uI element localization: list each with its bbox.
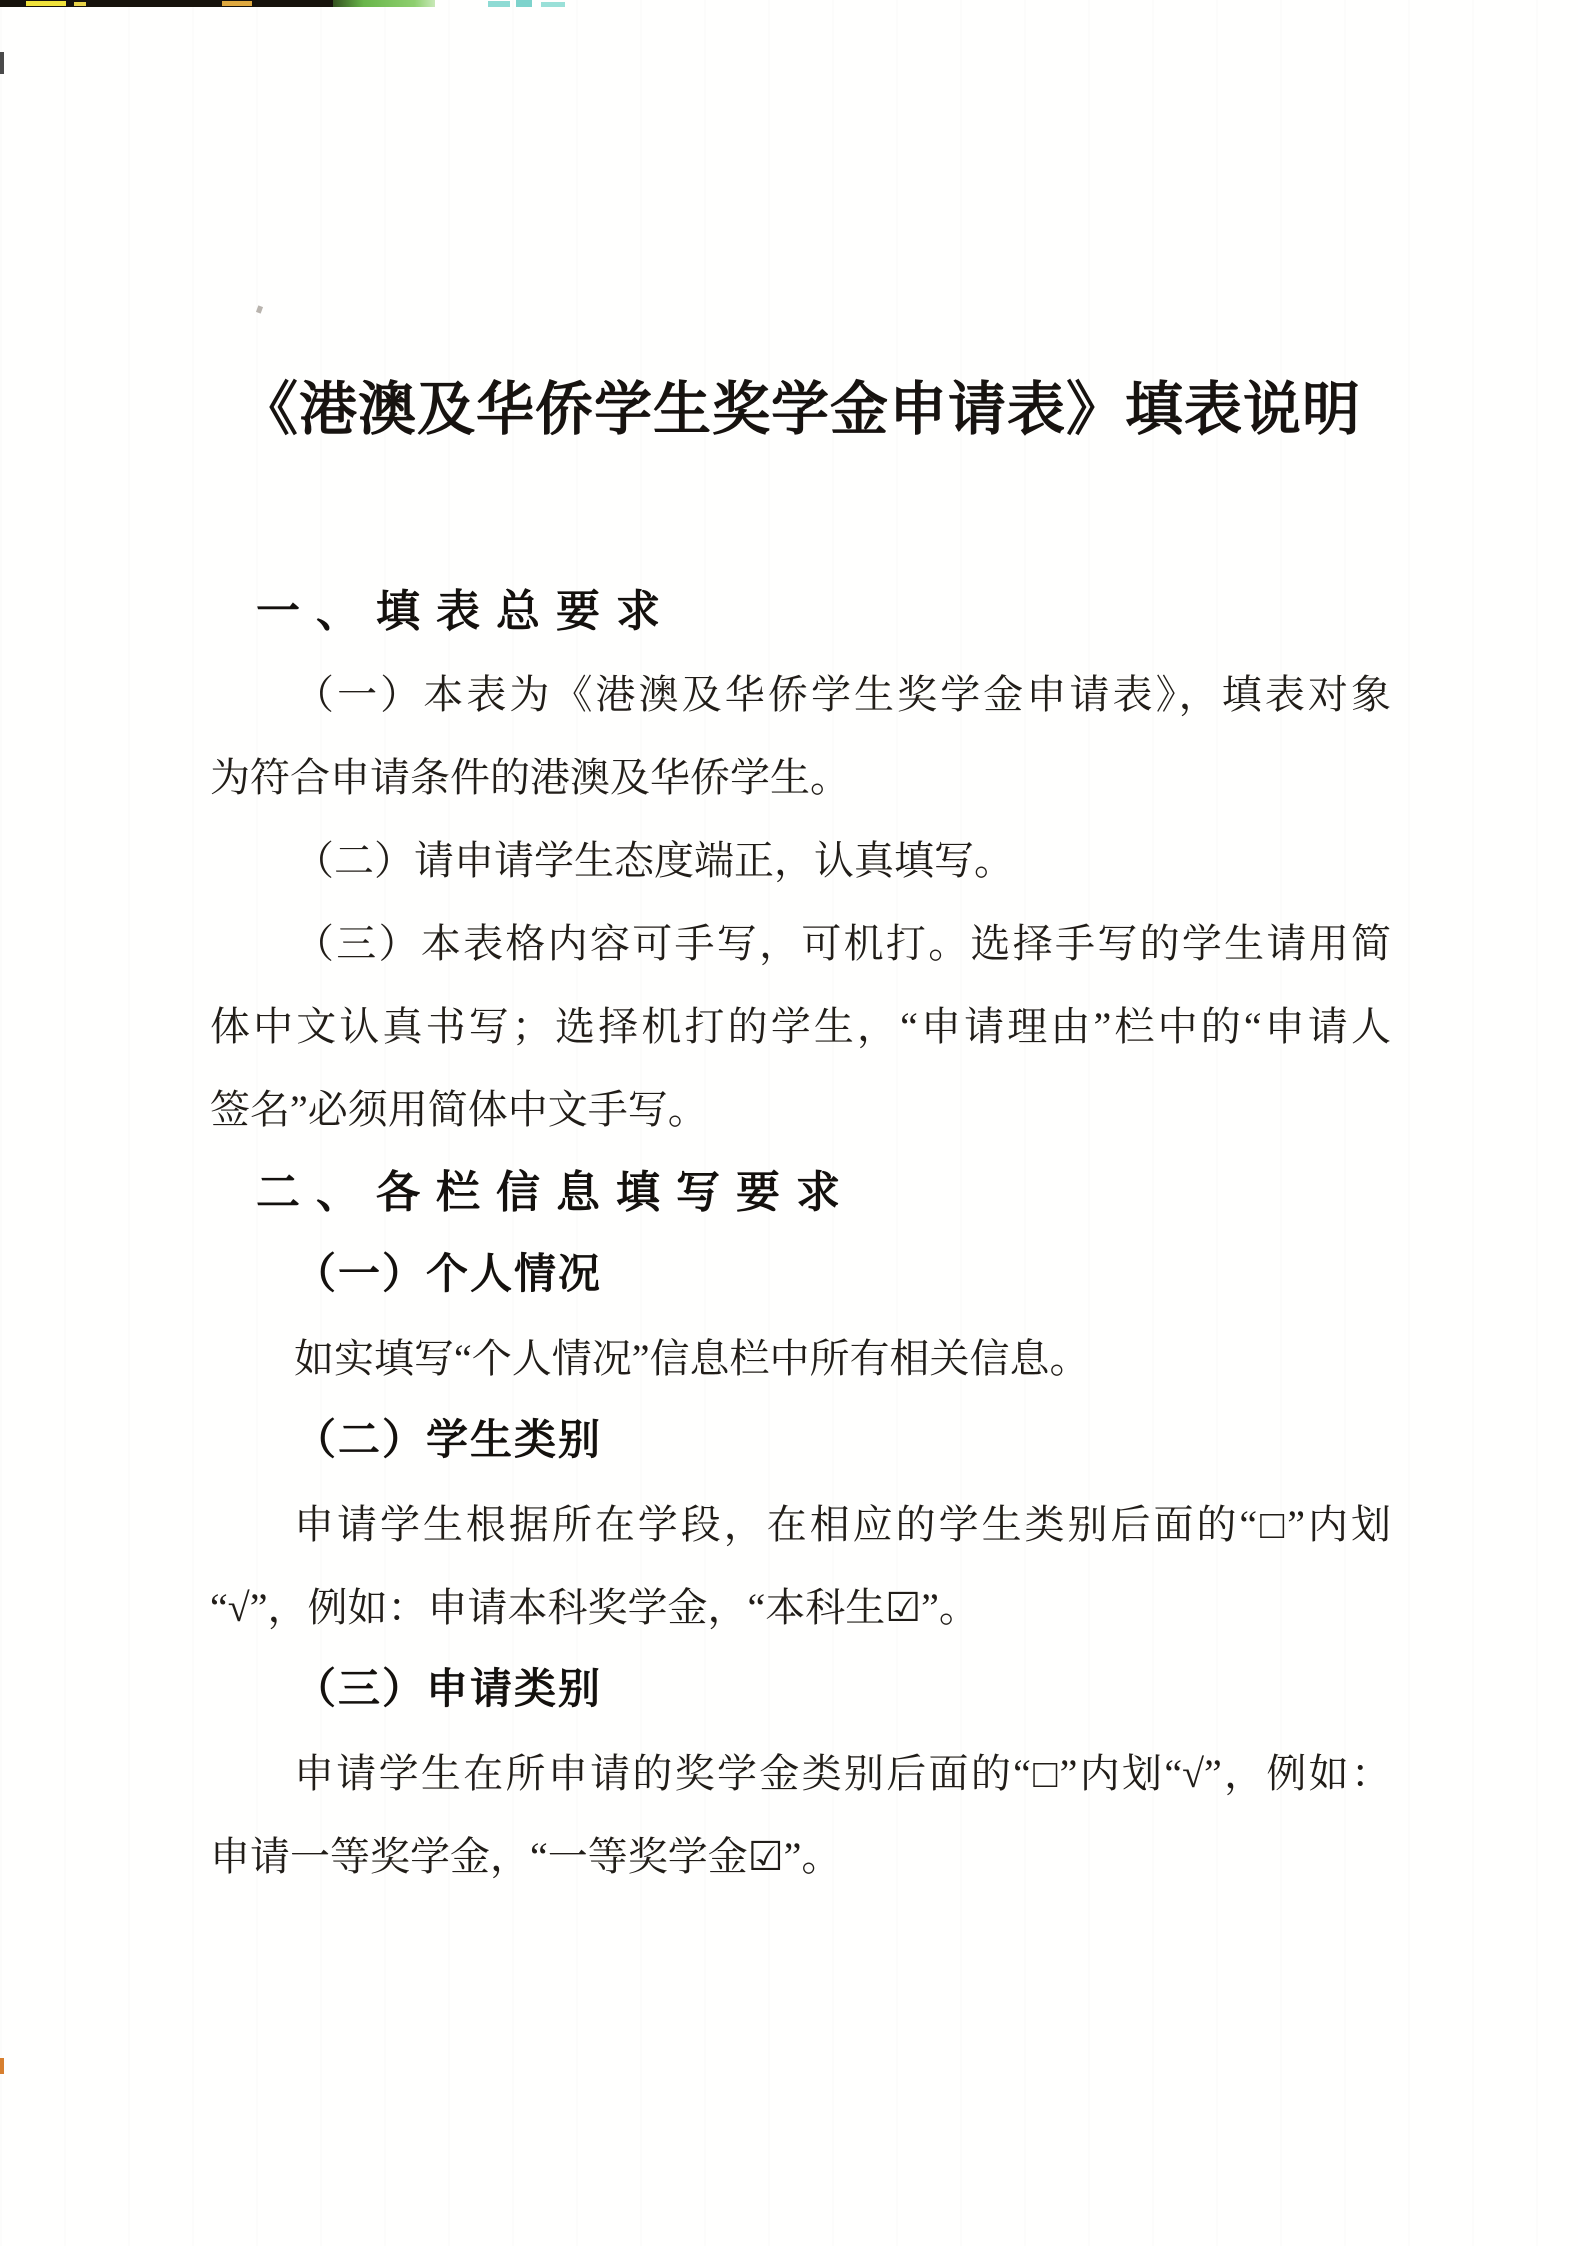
body-line: 为符合申请条件的港澳及华侨学生。 xyxy=(210,755,850,800)
scan-artifact-edge-mark xyxy=(0,2058,4,2074)
scan-artifact-yellow-speck xyxy=(74,2,86,6)
body-line: “√”，例如：申请本科奖学金，“本科生☑”。 xyxy=(210,1585,979,1630)
body-line: 如实填写“个人情况”信息栏中所有相关信息。 xyxy=(294,1336,1090,1381)
scan-artifact-yellow-speck xyxy=(26,1,66,6)
scan-artifact-teal-dash xyxy=(488,1,510,7)
body-line: （三）本表格内容可手写，可机打。选择手写的学生请用简 xyxy=(294,921,1391,966)
body-line: 申请学生根据所在学段，在相应的学生类别后面的“□”内划 xyxy=(294,1502,1391,1547)
scan-artifact-orange-speck xyxy=(222,1,252,6)
scan-artifact-teal-dash xyxy=(541,2,565,7)
subsection-heading-personal-info: （一）个人情况 xyxy=(294,1252,603,1298)
body-line: 申请学生在所申请的奖学金类别后面的“□”内划“√”，例如： xyxy=(294,1751,1391,1796)
scan-artifact-edge-mark xyxy=(0,52,4,74)
body-line: 申请一等奖学金，“一等奖学金☑”。 xyxy=(210,1834,842,1879)
scan-artifact-green-band xyxy=(333,0,435,7)
section-2-heading: 二、各栏信息填写要求 xyxy=(256,1168,856,1217)
body-line: 体中文认真书写；选择机打的学生，“申请理由”栏中的“申请人 xyxy=(210,1004,1391,1049)
section-1-heading: 一、填表总要求 xyxy=(256,587,676,636)
document-body xyxy=(210,570,1391,1898)
body-line: 签名”必须用简体中文手写。 xyxy=(210,1087,708,1132)
scan-artifact-teal-dash xyxy=(516,0,532,7)
document-title: 《港澳及华侨学生奖学金申请表》填表说明 xyxy=(239,377,1361,442)
body-line: （一）本表为《港澳及华侨学生奖学金申请表》，填表对象 xyxy=(294,672,1391,717)
scan-artifact-speck xyxy=(256,305,263,313)
subsection-heading-application-category: （三）申请类别 xyxy=(294,1667,603,1713)
body-line: （二）请申请学生态度端正，认真填写。 xyxy=(294,838,1014,883)
subsection-heading-student-category: （二）学生类别 xyxy=(294,1418,603,1464)
